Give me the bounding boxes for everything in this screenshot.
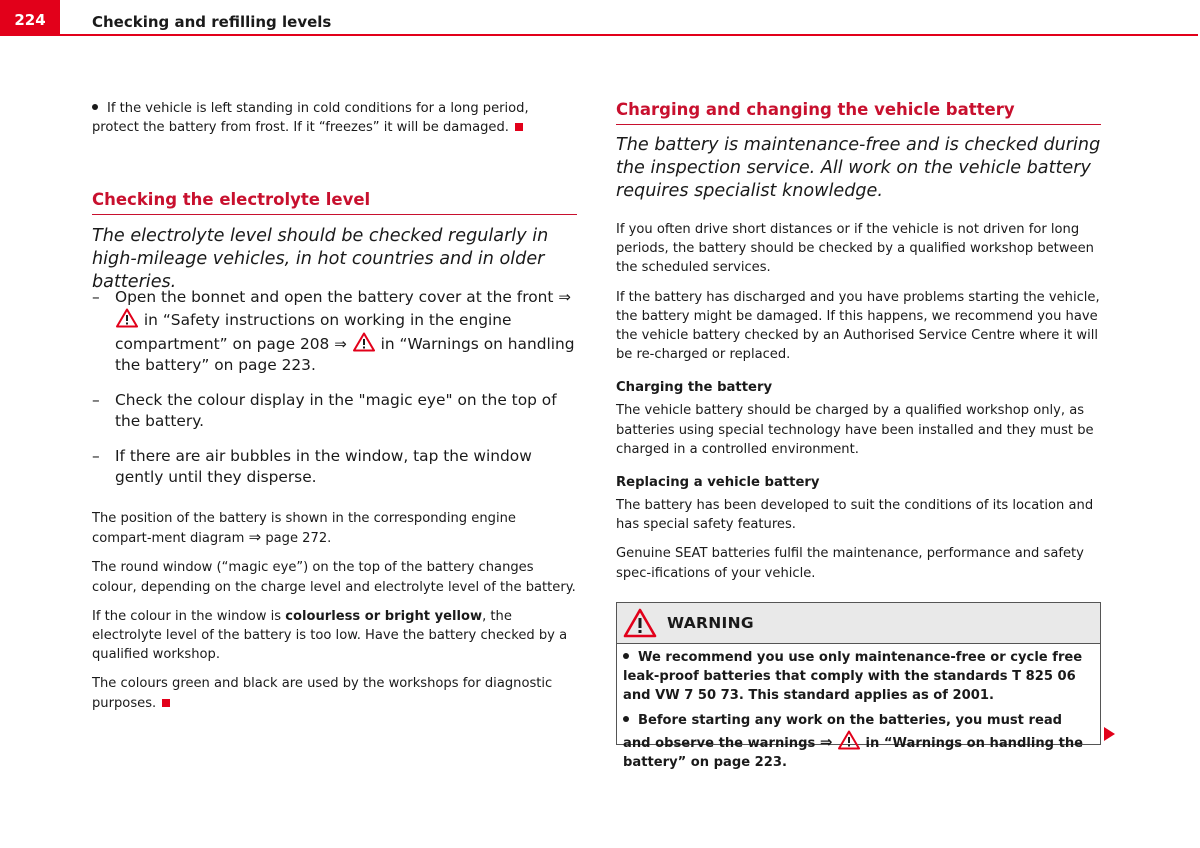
running-title: Checking and refilling levels [92,13,332,31]
charging-note: The vehicle battery should be charged by a qualified workshop only, as batteries using special technology have been installed and they must be charged in a controlled environment. [616,403,1094,457]
battery-position-note [92,509,577,548]
end-mark-icon [162,699,170,707]
step-text: in “Warnings on handling the battery” on page 223. [115,334,575,374]
warning-item [623,648,1094,706]
note-text: , the electrolyte level of the battery is too low. Have the battery checked by a qualified workshop. [92,608,568,663]
warning-triangle-icon [116,308,138,328]
step-text: Check the colour display in the "magic eye" on the top of the battery. [115,390,557,430]
subheading-charging: Charging the battery [616,380,773,396]
step-item [92,446,577,489]
arrow-icon: ⇒ [819,732,833,751]
step-item [92,390,577,433]
subheading-replacing: Replacing a vehicle battery [616,475,820,491]
colour-level-note [92,607,577,665]
section-title-charging: Charging and changing the vehicle battery [616,99,1101,125]
warning-title: WARNING [667,614,754,632]
warning-triangle-icon [838,730,860,750]
warning-box [616,602,1101,771]
frost-note [92,99,577,137]
dash-marker: – [92,446,100,465]
diagnostic-note [92,674,577,712]
magic-eye-note: The round window (“magic eye”) on the top of the battery changes colour, depending on the charge level and electrolyte level of the battery. [92,560,576,595]
electrolyte-lead: The electrolyte level should be checked regularly in high-mileage vehicles, in hot countries and in older batteries. [92,226,549,292]
note-text: page 272. [261,531,332,547]
header-rule [0,34,1198,36]
warning-text: We recommend you use only maintenance-free or cycle free leak-proof batteries that comply with the standards T 825 06 and VW 7 50 73. This standard applies as of 2001. [623,650,1083,704]
charging-body [616,220,1101,583]
dash-marker: – [92,390,100,409]
arrow-icon: ⇒ [558,288,571,306]
bullet-icon [623,716,629,722]
electrolyte-notes [92,509,577,713]
dash-marker: – [92,288,100,306]
warning-item [623,711,1094,773]
note-text: The colours green and black are used by the workshops for diagnostic purposes. [92,676,553,711]
warning-text: Before starting any work on the batteries, you must read and observe the warnings [623,712,1063,751]
warning-header [617,603,1100,644]
short-distance-note: If you often drive short distances or if the vehicle is not driven for long periods, the battery should be checked by a qualified workshop between the scheduled services. [616,222,1094,276]
developed-note: The battery has been developed to suit the conditions of its location and has special safety features. [616,498,1094,533]
end-mark-icon [515,123,523,131]
section-title-electrolyte: Checking the electrolyte level [92,189,577,215]
step-text: Open the bonnet and open the battery cover at the front [115,288,554,306]
continue-arrow-icon [1104,727,1115,741]
warning-triangle-icon [623,608,657,638]
note-text: The position of the battery is shown in the corresponding engine compart-ment diagram [92,511,516,547]
step-item [92,287,577,376]
note-emphasis: colourless or bright yellow [285,608,483,624]
note-text: If the colour in the window is [92,608,286,624]
charging-lead: The battery is maintenance-free and is checked during the inspection service. All work on the vehicle battery requires specialist knowledge. [616,135,1101,201]
electrolyte-steps [92,287,577,502]
discharged-note: If the battery has discharged and you have problems starting the vehicle, the battery might be damaged. If this happens, we recommend you have the vehicle battery checked by an Authorised Service Centre where it will be re-charged or replaced. [616,289,1100,363]
arrow-icon: ⇒ [334,334,347,353]
warning-triangle-icon [353,332,375,352]
arrow-icon: ⇒ [248,528,262,547]
bullet-icon [623,653,629,659]
warning-text: in “Warnings on handling the battery” on page 223. [623,735,1084,771]
page-number: 224 [0,0,60,36]
bullet-icon [92,104,98,110]
step-text: in “Safety instructions on working in the engine compartment” on page 208 [115,311,512,353]
step-text: If there are air bubbles in the window, tap the window gently until they disperse. [115,446,532,487]
genuine-note: Genuine SEAT batteries fulfil the maintenance, performance and safety spec-ifications of your vehicle. [616,546,1084,581]
frost-note-text: If the vehicle is left standing in cold conditions for a long period, protect the battery from frost. If it “freezes” it will be damaged. [92,101,529,136]
warning-body [617,644,1100,772]
